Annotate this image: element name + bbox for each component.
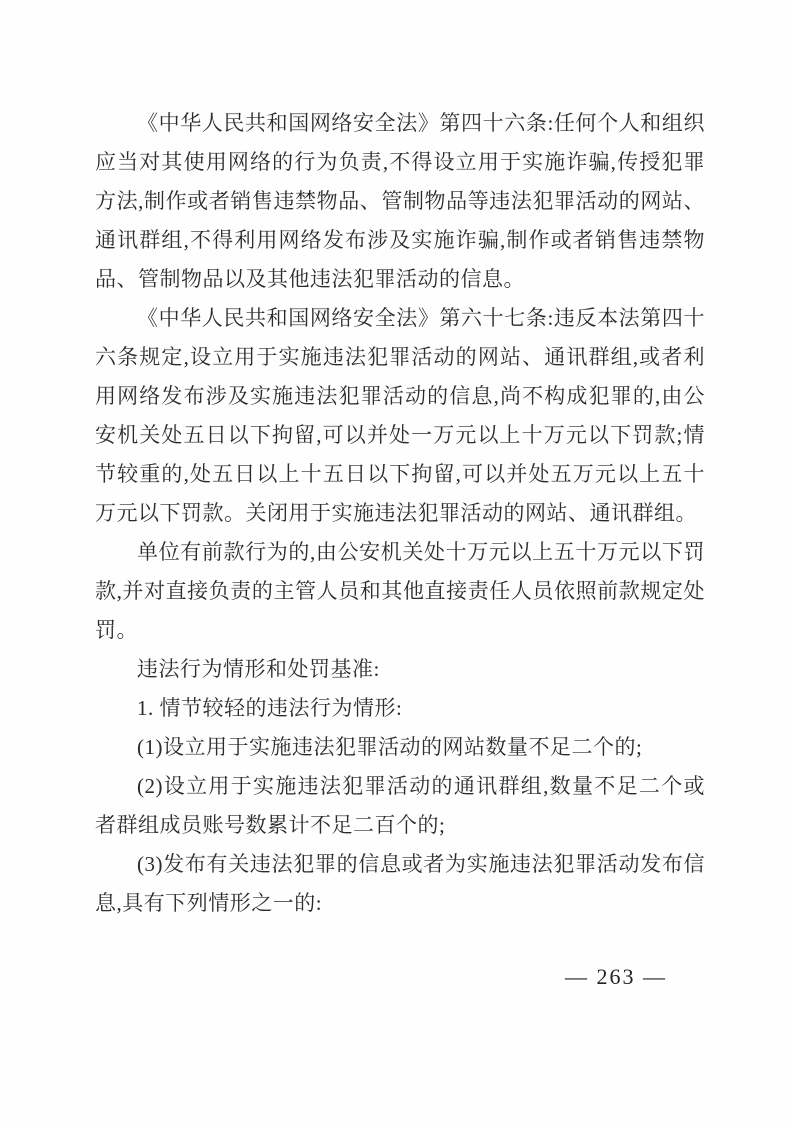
page-body <box>95 104 705 923</box>
paragraph: 单位有前款行为的,由公安机关处十万元以上五十万元以下罚款,并对直接负责的主管人员和其他直接责任人员依照前款规定处罚。 <box>95 540 705 642</box>
paragraph: 1. 情节较轻的违法行为情形: <box>137 696 403 720</box>
paragraph: 违法行为情形和处罚基准: <box>137 657 380 681</box>
paragraph: (1)设立用于实施违法犯罪活动的网站数量不足二个的; <box>137 735 643 759</box>
page-number: — 263 — <box>565 964 667 989</box>
paragraph: (2)设立用于实施违法犯罪活动的通讯群组,数量不足二个或者群组成员账号数累计不足二百个的; <box>95 774 705 837</box>
paragraph: 《中华人民共和国网络安全法》第四十六条:任何个人和组织应当对其使用网络的行为负责,不得设立用于实施诈骗,传授犯罪方法,制作或者销售违禁物品、管制物品等违法犯罪活动的网站、通讯群组,不得利用网络发布涉及实施诈骗,制作或者销售违禁物品、管制物品以及其他违法犯罪活动的信息。 <box>95 111 705 291</box>
paragraph: (3)发布有关违法犯罪的信息或者为实施违法犯罪活动发布信息,具有下列情形之一的: <box>95 852 705 915</box>
paragraph: 《中华人民共和国网络安全法》第六十七条:违反本法第四十六条规定,设立用于实施违法犯罪活动的网站、通讯群组,或者利用网络发布涉及实施违法犯罪活动的信息,尚不构成犯罪的,由公安机关处五日以下拘留,可以并处一万元以上十万元以下罚款;情节较重的,处五日以上十五日以下拘留,可以并处五万元以上五十万元以下罚款。关闭用于实施违法犯罪活动的网站、通讯群组。 <box>95 306 705 525</box>
